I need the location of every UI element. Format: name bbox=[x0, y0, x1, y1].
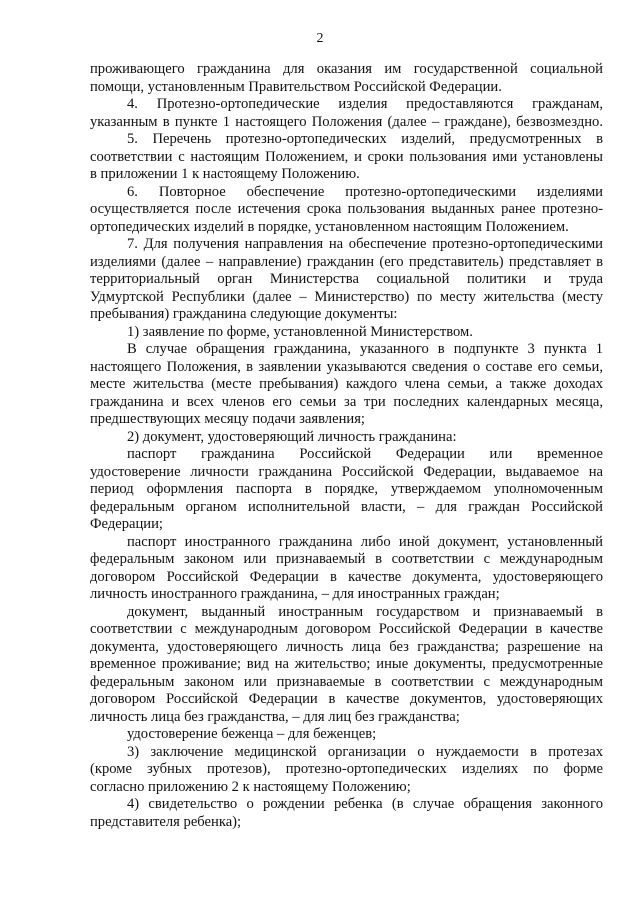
text-line: 6. Повторное обеспечение протезно-ортопедическими изделиями bbox=[127, 183, 603, 200]
text-line: период оформления паспорта в порядке, утверждаемом уполномоченным bbox=[90, 481, 603, 497]
text-line: паспорт гражданина Российской Федерации или временное bbox=[127, 446, 603, 462]
text-line: помощи, установленным Правительством Российской Федерации. bbox=[90, 78, 502, 95]
text-line: удостоверение личности гражданина Российской Федерации, выдаваемое на bbox=[90, 463, 603, 480]
text-line: указанным в пункте 1 настоящего Положения (далее – граждане), безвозмездно. bbox=[90, 113, 603, 130]
text-line: территориальный орган Министерства социальной политики и труда bbox=[90, 271, 603, 287]
text-line: федеральным законом или признаваемый в соответствии с международным bbox=[90, 551, 603, 567]
page-number: 2 bbox=[316, 31, 324, 46]
text-line: соответствии с международным договором Российской Федерации в качестве bbox=[90, 621, 603, 637]
text-line: документа, удостоверяющего личность лица без гражданства; разрешение на bbox=[90, 638, 603, 655]
text-line: В случае обращения гражданина, указанного в подпункте 3 пункта 1 bbox=[127, 341, 603, 357]
text-line: 3) заключение медицинской организации о нуждаемости в протезах bbox=[127, 743, 603, 760]
text-line: проживающего гражданина для оказания им государственной социальной bbox=[90, 61, 603, 77]
text-line: паспорт иностранного гражданина либо иной документ, установленный bbox=[127, 533, 603, 550]
text-line: удостоверение беженца – для беженцев; bbox=[127, 726, 377, 742]
text-line: ортопедических изделий в порядке, установленном настоящим Положением. bbox=[90, 218, 569, 235]
text-line: 2) документ, удостоверяющий личность гражданина: bbox=[127, 428, 457, 445]
text-line: личность иностранного гражданина, – для иностранных граждан; bbox=[90, 586, 500, 602]
text-line: согласно приложению 2 к настоящему Положению; bbox=[90, 778, 411, 795]
document-body bbox=[90, 61, 603, 831]
text-line: пребывания) гражданина следующие документы: bbox=[90, 306, 398, 322]
text-line: в приложении 1 к настоящему Положению. bbox=[90, 166, 360, 182]
text-line: 5. Перечень протезно-ортопедических изделий, предусмотренных в bbox=[127, 131, 603, 147]
text-line: 7. Для получения направления на обеспечение протезно-ортопедическими bbox=[127, 236, 603, 252]
text-line: осуществляется после истечения срока пользования выданных ранее протезно- bbox=[90, 201, 603, 217]
text-line: соответствии с настоящим Положением, и сроки пользования ими установлены bbox=[90, 148, 603, 165]
text-line: настоящего Положения, в заявлении указываются сведения о составе его семьи, bbox=[90, 358, 603, 375]
text-line: федеральным законом или признаваемые в соответствии с международным bbox=[90, 673, 603, 690]
text-line: договором Российской Федерации в качестве документов, удостоверяющих bbox=[90, 691, 603, 707]
text-line: месте жительства (месте пребывания) каждого члена семьи, а также доходах bbox=[90, 376, 603, 392]
text-line: федеральным органом исполнительной власти, – для граждан Российской bbox=[90, 498, 603, 515]
text-line: изделиями (далее – направление) гражданин (его представитель) представляет в bbox=[90, 253, 603, 270]
text-line: Удмуртской Республики (далее – Министерство) по месту жительства (месту bbox=[90, 288, 603, 305]
text-line: предшествующих месяцу подачи заявления; bbox=[90, 411, 365, 427]
text-line: Федерации; bbox=[90, 516, 163, 532]
text-line: личность лица без гражданства, – для лиц без гражданства; bbox=[90, 708, 460, 725]
text-line: временное проживание; вид на жительство; иные документы, предусмотренные bbox=[90, 656, 603, 672]
text-line: договором Российской Федерации в качестве документа, удостоверяющего bbox=[90, 568, 603, 585]
text-line: 4) свидетельство о рождении ребенка (в случае обращения законного bbox=[127, 796, 603, 812]
text-line: представителя ребенка); bbox=[90, 813, 242, 830]
text-line: (кроме зубных протезов), протезно-ортопедических изделиях по форме bbox=[90, 761, 603, 777]
text-line: 1) заявление по форме, установленной Министерством. bbox=[127, 323, 473, 340]
text-line: гражданина и всех членов его семьи за три последних календарных месяца, bbox=[90, 393, 603, 410]
text-line: 4. Протезно-ортопедические изделия предоставляются гражданам, bbox=[127, 96, 603, 112]
text-line: документ, выданный иностранным государством и признаваемый в bbox=[127, 603, 603, 620]
